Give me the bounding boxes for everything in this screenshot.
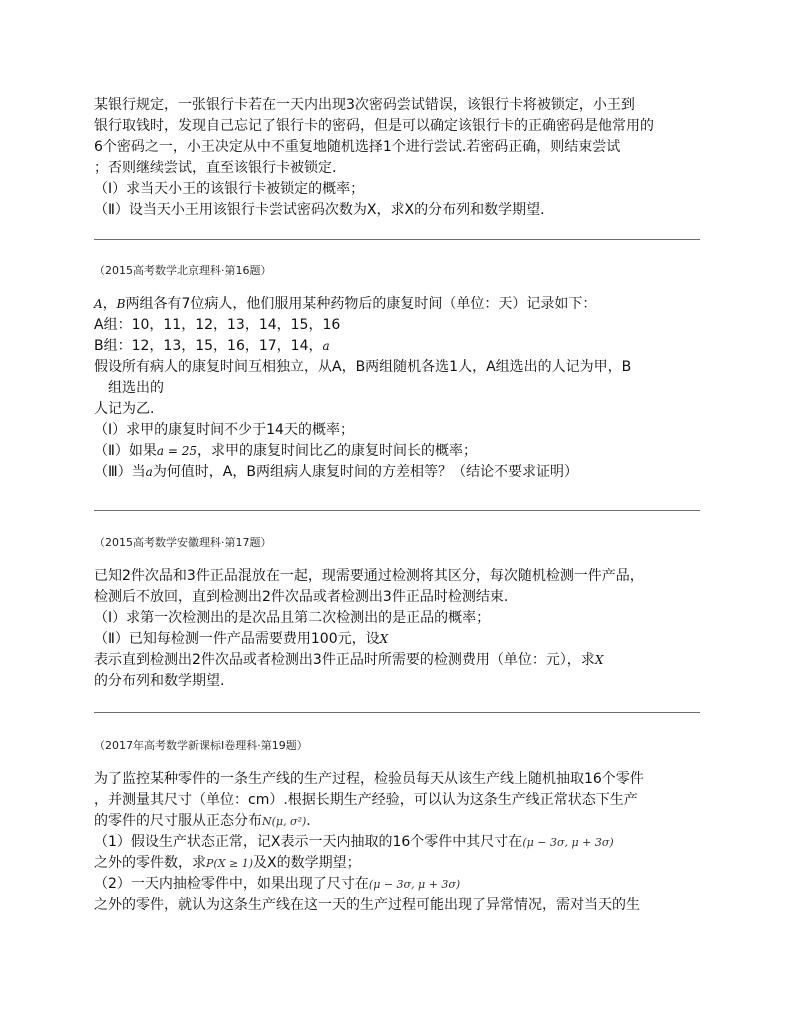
problem-4 xyxy=(94,738,700,916)
line5-math: X xyxy=(594,653,604,667)
problem-4-line-1: 为了监控某种零件的一条生产线的生产过程，检验员每天从该生产线上随机抽取16个零件 xyxy=(94,771,644,787)
problem-4-line-2: ，并测量其尺寸（单位：cm）.根据长期生产经验，可以认为这条生产线正常状态下生产 xyxy=(94,792,638,808)
problem-2-source: （2015高考数学北京理科·第16题） xyxy=(94,264,272,277)
interval-math: (μ − 3σ, μ + 3σ) xyxy=(368,878,461,891)
q3-suffix: 为何值时，A，B两组病人康复时间的方差相等？（结论不要求证明） xyxy=(152,464,578,480)
comma: ， xyxy=(102,296,117,312)
problem-3-line-2: 检测后不放回，直到检测出2件次品或者检测出3件正品时检测结束. xyxy=(94,589,509,605)
problem-2-question-3 xyxy=(94,462,700,483)
problem-2-line-5: 人记为乙. xyxy=(94,401,155,417)
problem-3-line-6: 的分布列和数学期望. xyxy=(94,673,225,689)
problem-4-line-3 xyxy=(94,811,700,832)
interval-math: (μ − 3σ, μ + 3σ) xyxy=(522,836,614,849)
group-b-values: B组：12，13，15，16，17，14， xyxy=(94,338,323,354)
line5-prefix: 表示直到检测出2件次品或者检测出3件正品时所需要的检测费用（单位：元），求 xyxy=(94,652,595,668)
problem-3-line-1: 已知2件次品和3件正品混放在一起，现需要通过检测将其区分，每次随机检测一件产品， xyxy=(94,568,644,584)
q3-math: a xyxy=(145,465,153,479)
problem-1-line-2: 银行取钱时，发现自己忘记了银行卡的密码，但是可以确定该银行卡的正确密码是他常用的 xyxy=(94,118,654,134)
group-b-data xyxy=(94,336,700,357)
var-b: B xyxy=(116,297,126,311)
problem-3-question-1: （Ⅰ）求第一次检测出的是次品且第二次检测出的是正品的概率； xyxy=(94,610,491,626)
problem-2-line-3: 假设所有病人的康复时间互相独立，从A，B两组随机各选1人，A组选出的人记为甲，B xyxy=(94,359,632,375)
problem-4-source: （2017年高考数学新课标Ⅰ卷理科·第19题） xyxy=(94,739,308,752)
problem-2-intro xyxy=(94,294,700,315)
problem-1-line-1: 某银行规定，一张银行卡若在一天内出现3次密码尝试错误，该银行卡将被锁定，小王到 xyxy=(94,97,635,113)
problem-3-question-2 xyxy=(94,629,700,650)
problem-3-source: （2015高考数学安徽理科·第17题） xyxy=(94,536,272,549)
problem-2-question-1: （Ⅰ）求甲的康复时间不少于14天的概率； xyxy=(94,422,354,438)
q1b-prefix: 之外的零件数，求 xyxy=(94,855,206,871)
q2-math: a = 25 xyxy=(156,444,197,458)
var-a-lower: a xyxy=(322,339,330,353)
line3-suffix: . xyxy=(306,813,311,829)
section-divider xyxy=(94,510,700,511)
problem-1-line-3: 6个密码之一，小王决定从中不重复地随机选择1个进行尝试.若密码正确，则结束尝试 xyxy=(94,139,621,155)
problem-4-question-2 xyxy=(94,874,700,895)
var-a: A xyxy=(94,297,103,311)
q2-math: X xyxy=(379,632,389,646)
problem-3-line-5 xyxy=(94,650,700,671)
problem-2 xyxy=(94,263,700,483)
normal-distribution-math: N(μ, σ²) xyxy=(262,815,307,828)
q3-prefix: （Ⅲ）当 xyxy=(94,464,146,480)
problem-1-question-2: （Ⅱ）设当天小王用该银行卡尝试密码次数为X，求X的分布列和数学期望. xyxy=(94,202,545,218)
probability-math: P(X ≥ 1) xyxy=(206,857,254,870)
q2-prefix: （Ⅱ）已知每检测一件产品需要费用100元，设 xyxy=(94,631,380,647)
intro-text: 两组各有7位病人，他们服用某种药物后的康复时间（单位：天）记录如下： xyxy=(125,296,597,312)
problem-1-line-4: ；否则继续尝试，直至该银行卡被锁定. xyxy=(94,160,337,176)
q2-prefix: （2）一天内抽检零件中，如果出现了尺寸在 xyxy=(94,876,369,892)
q1b-suffix: 及X的数学期望； xyxy=(253,855,361,871)
problem-1-question-1: （Ⅰ）求当天小王的该银行卡被锁定的概率； xyxy=(94,181,365,197)
q1-prefix: （1）假设生产状态正常，记X表示一天内抽取的16个零件中其尺寸在 xyxy=(94,834,523,850)
problem-2-question-2 xyxy=(94,441,700,462)
q2-prefix: （Ⅱ）如果 xyxy=(94,443,157,459)
q2-suffix: ，求甲的康复时间比乙的康复时间长的概率； xyxy=(197,443,477,459)
group-a-data: A组：10，11，12，13，14，15，16 xyxy=(94,317,341,333)
section-divider xyxy=(94,239,700,240)
line3-prefix: 的零件的尺寸服从正态分布 xyxy=(94,813,262,829)
problem-4-question-1 xyxy=(94,832,700,853)
problem-4-last-line: 之外的零件，就认为这条生产线在这一天的生产过程可能出现了异常情况，需对当天的生 xyxy=(94,897,640,913)
problem-3 xyxy=(94,535,700,692)
section-divider xyxy=(94,712,700,713)
problem-2-line-4: 组选出的 xyxy=(108,380,164,396)
problem-4-question-1b xyxy=(94,853,700,874)
problem-1 xyxy=(94,95,700,221)
